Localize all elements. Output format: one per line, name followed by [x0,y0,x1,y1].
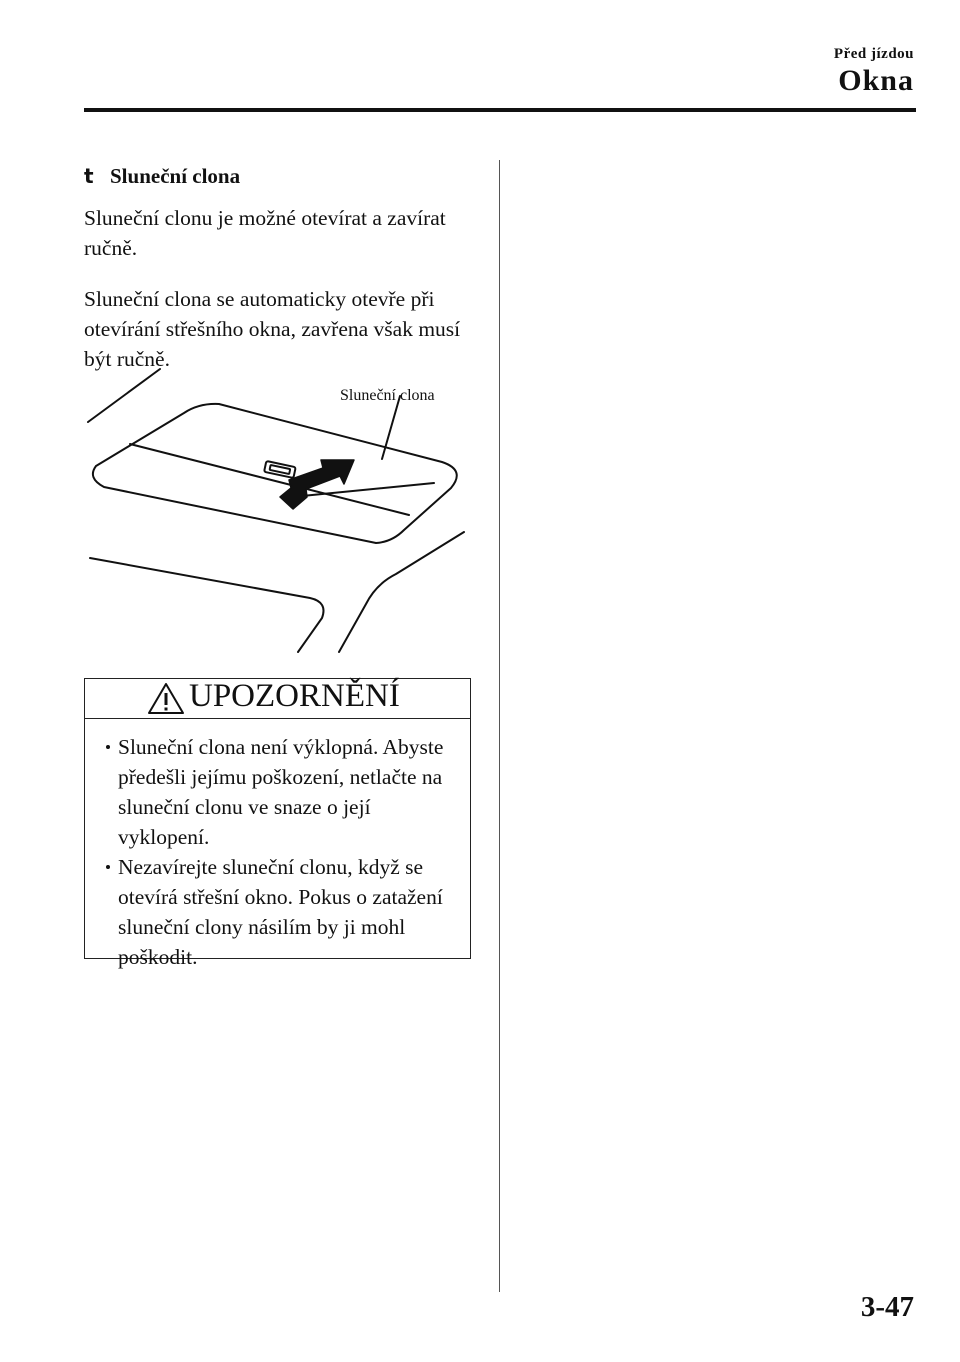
header-section-title: Před jízdou [833,46,914,62]
caution-bullet-icon [106,865,110,869]
caution-box [84,678,471,969]
open-close-arrow-icon [280,460,354,509]
section-heading [84,164,240,189]
caution-item-text: Sluneční clona není výklopná. Abyste předešli jejímu poškození, netlačte na sluneční clonu ve snaze o její vyklopení. [118,735,444,849]
paragraph-automatic-opening: Sluneční clona se automaticky otevře při otevírání střešního okna, zavřena však musí být ručně. [84,287,461,371]
page-number: 3-47 [860,1291,914,1323]
header-rule [84,108,916,112]
caution-header [85,679,470,719]
headliner-front-line [90,558,324,652]
warning-triangle-icon [147,682,185,715]
section-bullet: t [84,164,94,188]
section-heading-text: Sluneční clona [110,164,241,188]
pillar-curve-line [339,532,464,652]
column-divider [499,160,500,1292]
caution-item [85,852,470,972]
caution-bullet-icon [106,745,110,749]
sunshade-illustration [84,360,479,660]
caution-title: UPOZORNĚNÍ [189,678,400,714]
caution-item [85,732,470,852]
paragraph-manual-operation: Sluneční clonu je možné otevírat a zavírat ručně. [84,206,446,260]
caution-list [85,732,470,972]
caution-item-text: Nezavírejte sluneční clonu, když se otevírá střešní okno. Pokus o zatažení sluneční clony násilím by ji mohl poškodit. [118,855,443,969]
sunshade-lower-edge [302,483,434,496]
roof-edge-line [88,369,160,422]
header-chapter-title: Okna [838,64,914,97]
sunshade-front-edge [130,444,409,515]
sunshade-callout-label: Sluneční clona [340,387,435,404]
sunshade-drawing [84,360,479,660]
